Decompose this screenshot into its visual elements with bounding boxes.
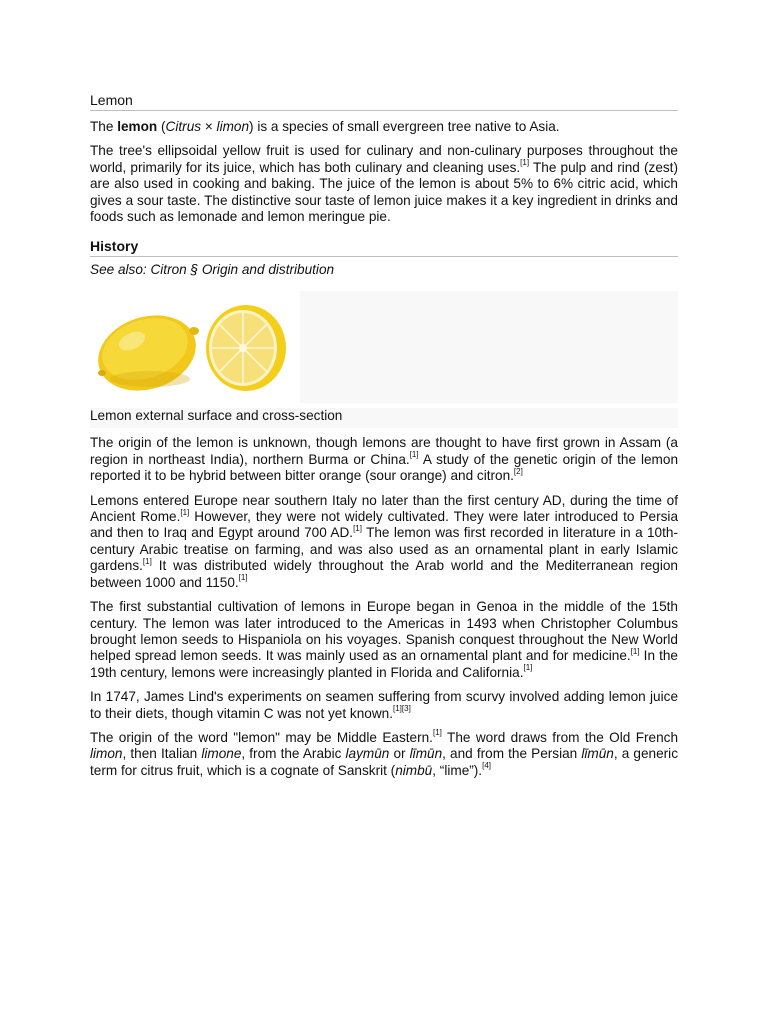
lead-italic-species: limon [216,119,250,134]
citation-ref[interactable]: [1] [409,450,419,460]
paragraph-text: , a generic term for citrus fruit, which is a cognate of Sanskrit ( [90,746,678,778]
intro-paragraph [90,143,678,225]
citation-ref[interactable]: [1] [630,646,640,656]
italic-term: līmūn [409,746,443,762]
lemon-cross-section-icon [206,305,286,391]
etymology-paragraph [90,730,678,779]
lemon-figure [90,291,678,403]
citation-ref[interactable]: [1] [432,728,442,738]
section-heading-history: History [90,238,678,257]
italic-term: nimbū [395,762,433,778]
paragraph-text: The tree's ellipsoidal yellow fruit is used for culinary and non-culinary purposes throughout the world, primarily for its juice, which has both culinary and cleaning uses. [90,143,678,175]
paragraph-text: , “lime”). [432,762,483,778]
italic-term: limon [90,746,123,762]
lead-text: The [90,119,118,134]
paragraph-text: The origin of the word "lemon" may be Middle Eastern. [90,729,433,745]
citation-ref[interactable]: [1] [520,158,530,168]
citation-ref[interactable]: [1] [523,663,533,673]
article-body [90,92,678,779]
paragraph-text: However, they were not widely cultivated. They were later introduced to Persia and then to Iraq and Egypt around 700 AD. [90,509,679,541]
scurvy-paragraph [90,689,678,722]
lead-bold-term: lemon [117,119,158,134]
paragraph-text: The origin of the lemon is unknown, though lemons are thought to have first grown in Assam (a region in northeast India), northern Burma or China. [90,435,678,467]
citation-ref[interactable]: [4] [482,761,491,771]
see-also-note: See also: Citron § Origin and distribution [90,262,335,278]
citation-ref[interactable]: [1] [180,507,190,517]
paragraph-text: , and from the Persian [442,746,582,762]
lead-text: × [201,119,217,134]
paragraph-text: , from the Arabic [241,746,346,762]
italic-term: laymūn [345,746,390,762]
paragraph-text: In the 19th century, lemons were increasingly planted in Florida and California. [90,648,678,680]
paragraph-text: The word draws from the Old French [441,729,679,745]
citation-ref[interactable]: [2] [513,466,523,476]
lead-italic-genus: Citrus [165,119,202,134]
paragraph-text: The pulp and rind (zest) are also used in cooking and baking. The juice of the lemon is about 5% to 6% citric acid, which gives a sour taste. The distinctive sour taste of lemon juice makes it a key ingredient in drinks and foods such as lemonade and lemon meringue pie. [90,159,678,225]
citation-ref[interactable]: [1] [353,523,362,533]
paragraph-text: The first substantial cultivation of lemons in Europe began in Genoa in the middle of the 15th century. The lemon was later introduced to the Americas in 1493 when Christopher Columbus brought lemon seeds to Hispaniola on his voyages. Spanish conquest throughout the New World helped spread lemon seeds. It was mainly used as an ornamental plant and for medicine. [90,599,678,664]
figure-caption: Lemon external surface and cross-section [90,408,678,424]
europe-paragraph [90,493,678,591]
citation-ref[interactable]: [1] [238,573,248,583]
italic-term: līmūn [581,746,614,762]
origin-paragraph [90,435,678,484]
lead-text: ) is a species of small evergreen tree native to Asia. [249,119,560,134]
paragraph-text: Lemons entered Europe near southern Italy no later than the first century AD, during the time of Ancient Rome. [90,492,678,525]
paragraph-text: A study of the genetic origin of the lemon reported it to be hybrid between bitter orange (sour orange) and citron. [90,451,678,484]
lead-text: ( [157,119,166,134]
paragraph-text: , then Italian [122,746,202,762]
paragraph-text: In 1747, James Lind's experiments on seamen suffering from scurvy involved adding lemon juice to their diets, though vitamin C was not yet known. [90,689,678,721]
paragraph-text: or [389,746,410,762]
paragraph-text: It was distributed widely throughout the Arab world and the Mediterranean region between 1000 and 1150. [90,558,678,590]
figure-caption-pad [90,424,678,428]
paragraph-text: The lemon was first recorded in literature in a 10th-century Arabic treatise on farming, and was also used as an ornamental plant in early Islamic gardens. [90,525,678,574]
lemon-image [90,291,300,403]
cultivation-paragraph [90,599,678,681]
document-title: Lemon [90,92,678,111]
citation-ref[interactable]: [1][3] [393,704,411,713]
citation-ref[interactable]: [1] [142,556,152,566]
italic-term: limone [201,746,242,762]
lead-sentence [90,119,678,135]
